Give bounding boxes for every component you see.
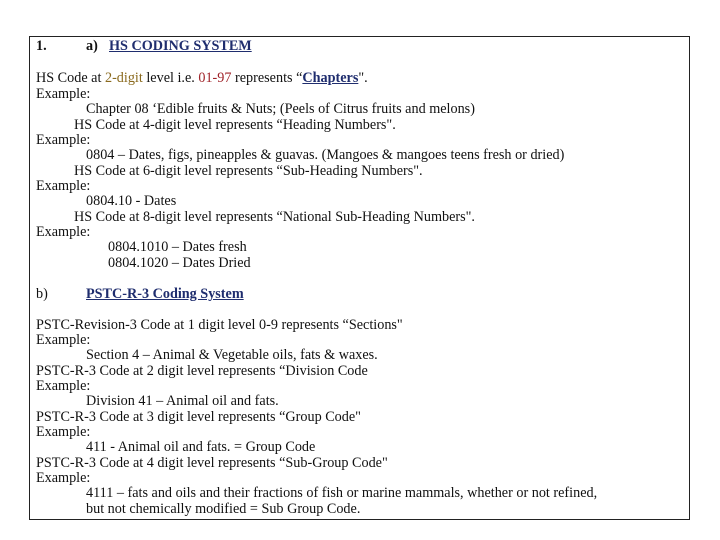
text: level i.e.	[142, 70, 199, 86]
section-b-line-1: PSTC-Revision-3 Code at 1 digit level 0-9 represents “Sections"	[36, 317, 403, 333]
section-a-line-4: HS Code at 8-digit level represents “National Sub-Heading Numbers".	[74, 209, 475, 225]
example-label: Example:	[36, 178, 91, 194]
section-b-title: PSTC-R-3 Coding System	[86, 286, 244, 302]
example-text: 0804.10 - Dates	[86, 193, 177, 209]
digit-highlight: 2-digit	[104, 70, 143, 86]
example-label: Example:	[36, 378, 91, 394]
example-text: Chapter 08 ‘Edible fruits & Nuts; (Peels of Citrus fruits and melons)	[86, 101, 475, 117]
section-b-label: b)	[36, 286, 48, 302]
section-b-line-4: PSTC-R-3 Code at 4 digit level represents “Sub-Group Code"	[36, 455, 388, 471]
chapters-highlight: Chapters	[302, 70, 359, 86]
example-text: Section 4 – Animal & Vegetable oils, fats & waxes.	[86, 347, 378, 363]
text: represents “	[231, 70, 303, 86]
example-text: 411 - Animal oil and fats. = Group Code	[86, 439, 316, 455]
example-text: 4111 – fats and oils and their fractions of fish or marine mammals, whether or not refined,	[86, 485, 598, 501]
text: HS Code at	[36, 70, 105, 86]
section-a-title: HS CODING SYSTEM	[109, 38, 252, 54]
range-highlight: 01-97	[198, 70, 232, 86]
example-label: Example:	[36, 332, 91, 348]
example-text: Division 41 – Animal oil and fats.	[86, 393, 279, 409]
example-label: Example:	[36, 132, 91, 148]
example-label: Example:	[36, 86, 91, 102]
example-text: but not chemically modified = Sub Group Code.	[86, 501, 361, 517]
section-a-label: a)	[86, 38, 98, 54]
section-b-line-3: PSTC-R-3 Code at 3 digit level represents “Group Code"	[36, 409, 361, 425]
section-a-line-1	[36, 70, 368, 86]
section-number: 1.	[36, 38, 47, 54]
example-text: 0804.1020 – Dates Dried	[108, 255, 251, 271]
section-b-line-2: PSTC-R-3 Code at 2 digit level represents “Division Code	[36, 363, 368, 379]
example-label: Example:	[36, 424, 91, 440]
example-label: Example:	[36, 470, 91, 486]
example-label: Example:	[36, 224, 91, 240]
text: ".	[358, 70, 368, 86]
section-a-line-2: HS Code at 4-digit level represents “Heading Numbers".	[74, 117, 396, 133]
example-text: 0804.1010 – Dates fresh	[108, 239, 247, 255]
example-text: 0804 – Dates, figs, pineapples & guavas. (Mangoes & mangoes teens fresh or dried)	[86, 147, 565, 163]
section-a-line-3: HS Code at 6-digit level represents “Sub-Heading Numbers".	[74, 163, 423, 179]
